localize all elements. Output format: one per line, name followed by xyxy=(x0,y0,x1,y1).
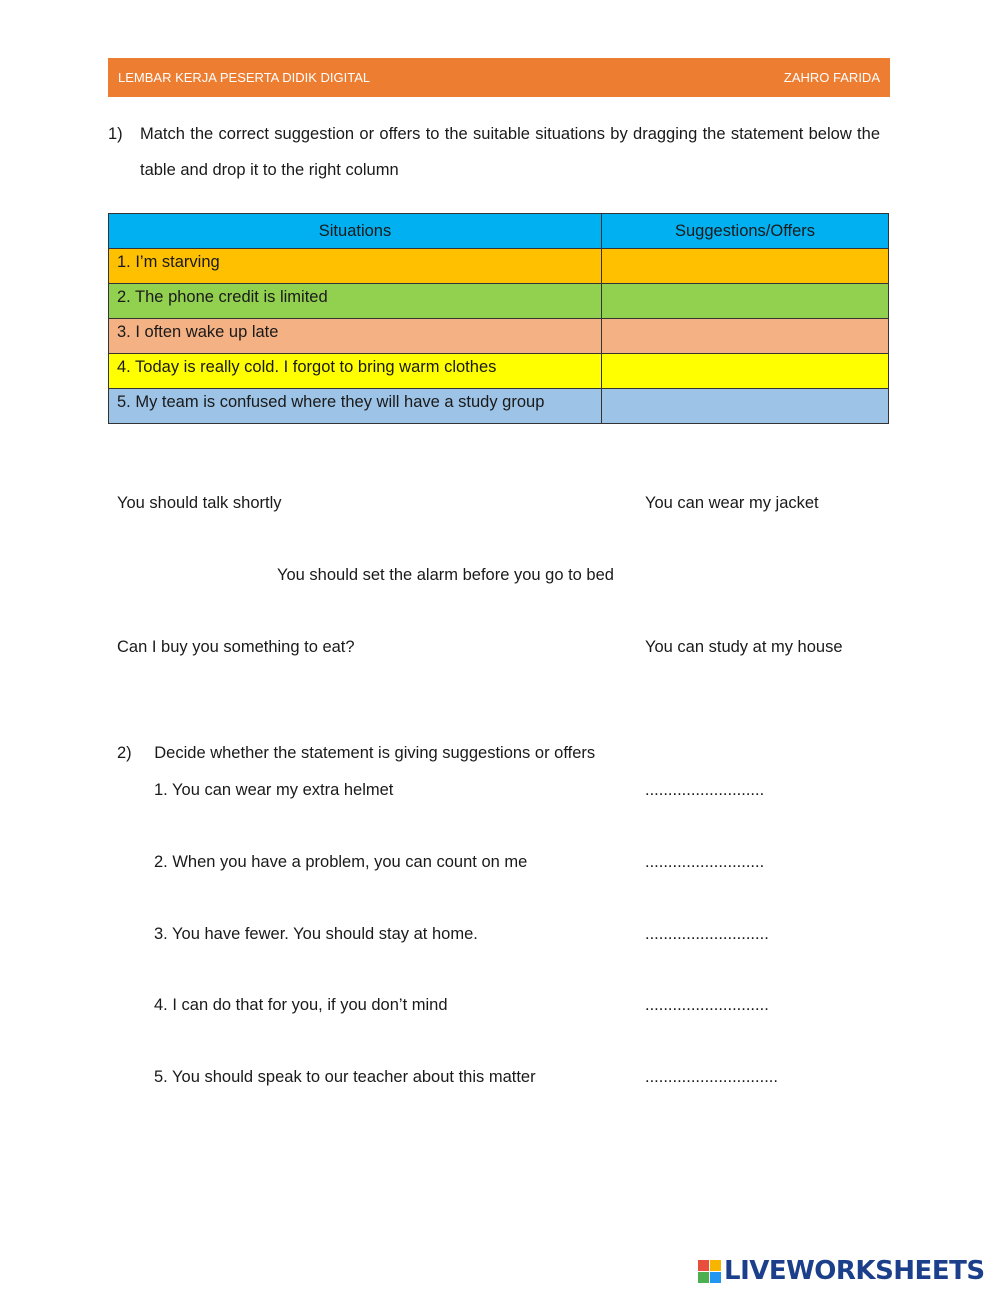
drop-zone[interactable] xyxy=(602,249,889,284)
table-row xyxy=(109,284,889,319)
matching-table xyxy=(108,213,889,424)
situation-cell: 4. Today is really cold. I forgot to bring warm clothes xyxy=(109,354,602,389)
question-2-text: Decide whether the statement is giving suggestions or offers xyxy=(154,744,596,762)
draggable-option[interactable]: You should talk shortly xyxy=(117,494,282,512)
answer-blank[interactable]: .......................... xyxy=(645,853,765,871)
drop-zone[interactable] xyxy=(602,389,889,424)
answer-blank[interactable]: .......................... xyxy=(645,781,765,799)
statement-item: 5. You should speak to our teacher about this matter xyxy=(154,1068,536,1086)
draggable-option[interactable]: Can I buy you something to eat? xyxy=(117,638,355,656)
header-situations: Situations xyxy=(109,214,602,249)
table-row xyxy=(109,389,889,424)
draggable-option[interactable]: You should set the alarm before you go to bed xyxy=(277,566,614,584)
situation-cell: 5. My team is confused where they will have a study group xyxy=(109,389,602,424)
table-header-row xyxy=(109,214,889,249)
table-row xyxy=(109,319,889,354)
question-1 xyxy=(108,116,880,188)
liveworksheets-logo xyxy=(698,1256,985,1286)
situation-cell: 1. I’m starving xyxy=(109,249,602,284)
question-1-number: 1) xyxy=(108,125,123,143)
logo-block xyxy=(698,1272,709,1283)
statement-item: 2. When you have a problem, you can count on me xyxy=(154,853,528,871)
logo-block xyxy=(698,1260,709,1271)
header-title: LEMBAR KERJA PESERTA DIDIK DIGITAL xyxy=(118,70,371,85)
draggable-option[interactable]: You can study at my house xyxy=(645,638,843,656)
drop-zone[interactable] xyxy=(602,319,889,354)
logo-text: LIVEWORKSHEETS xyxy=(724,1256,985,1286)
question-1-text: Match the correct suggestion or offers to the suitable situations by dragging the statement below the table and drop it to the right column xyxy=(140,125,880,179)
answer-blank[interactable]: ........................... xyxy=(645,925,769,943)
statement-item: 4. I can do that for you, if you don’t mind xyxy=(154,996,448,1014)
page-header xyxy=(108,58,890,97)
table-row xyxy=(109,249,889,284)
logo-block xyxy=(710,1260,721,1271)
header-suggestions: Suggestions/Offers xyxy=(602,214,889,249)
header-author: ZAHRO FARIDA xyxy=(783,70,880,85)
question-2-number: 2) xyxy=(117,744,132,762)
question-2 xyxy=(117,744,595,763)
logo-blocks-icon xyxy=(698,1260,721,1283)
answer-blank[interactable]: ........................... xyxy=(645,996,769,1014)
draggable-option[interactable]: You can wear my jacket xyxy=(645,494,819,512)
statement-item: 3. You have fewer. You should stay at home. xyxy=(154,925,478,943)
answer-blank[interactable]: ............................. xyxy=(645,1068,778,1086)
table-row xyxy=(109,354,889,389)
statement-item: 1. You can wear my extra helmet xyxy=(154,781,394,799)
situation-cell: 2. The phone credit is limited xyxy=(109,284,602,319)
drop-zone[interactable] xyxy=(602,284,889,319)
situation-cell: 3. I often wake up late xyxy=(109,319,602,354)
logo-block xyxy=(710,1272,721,1283)
drop-zone[interactable] xyxy=(602,354,889,389)
